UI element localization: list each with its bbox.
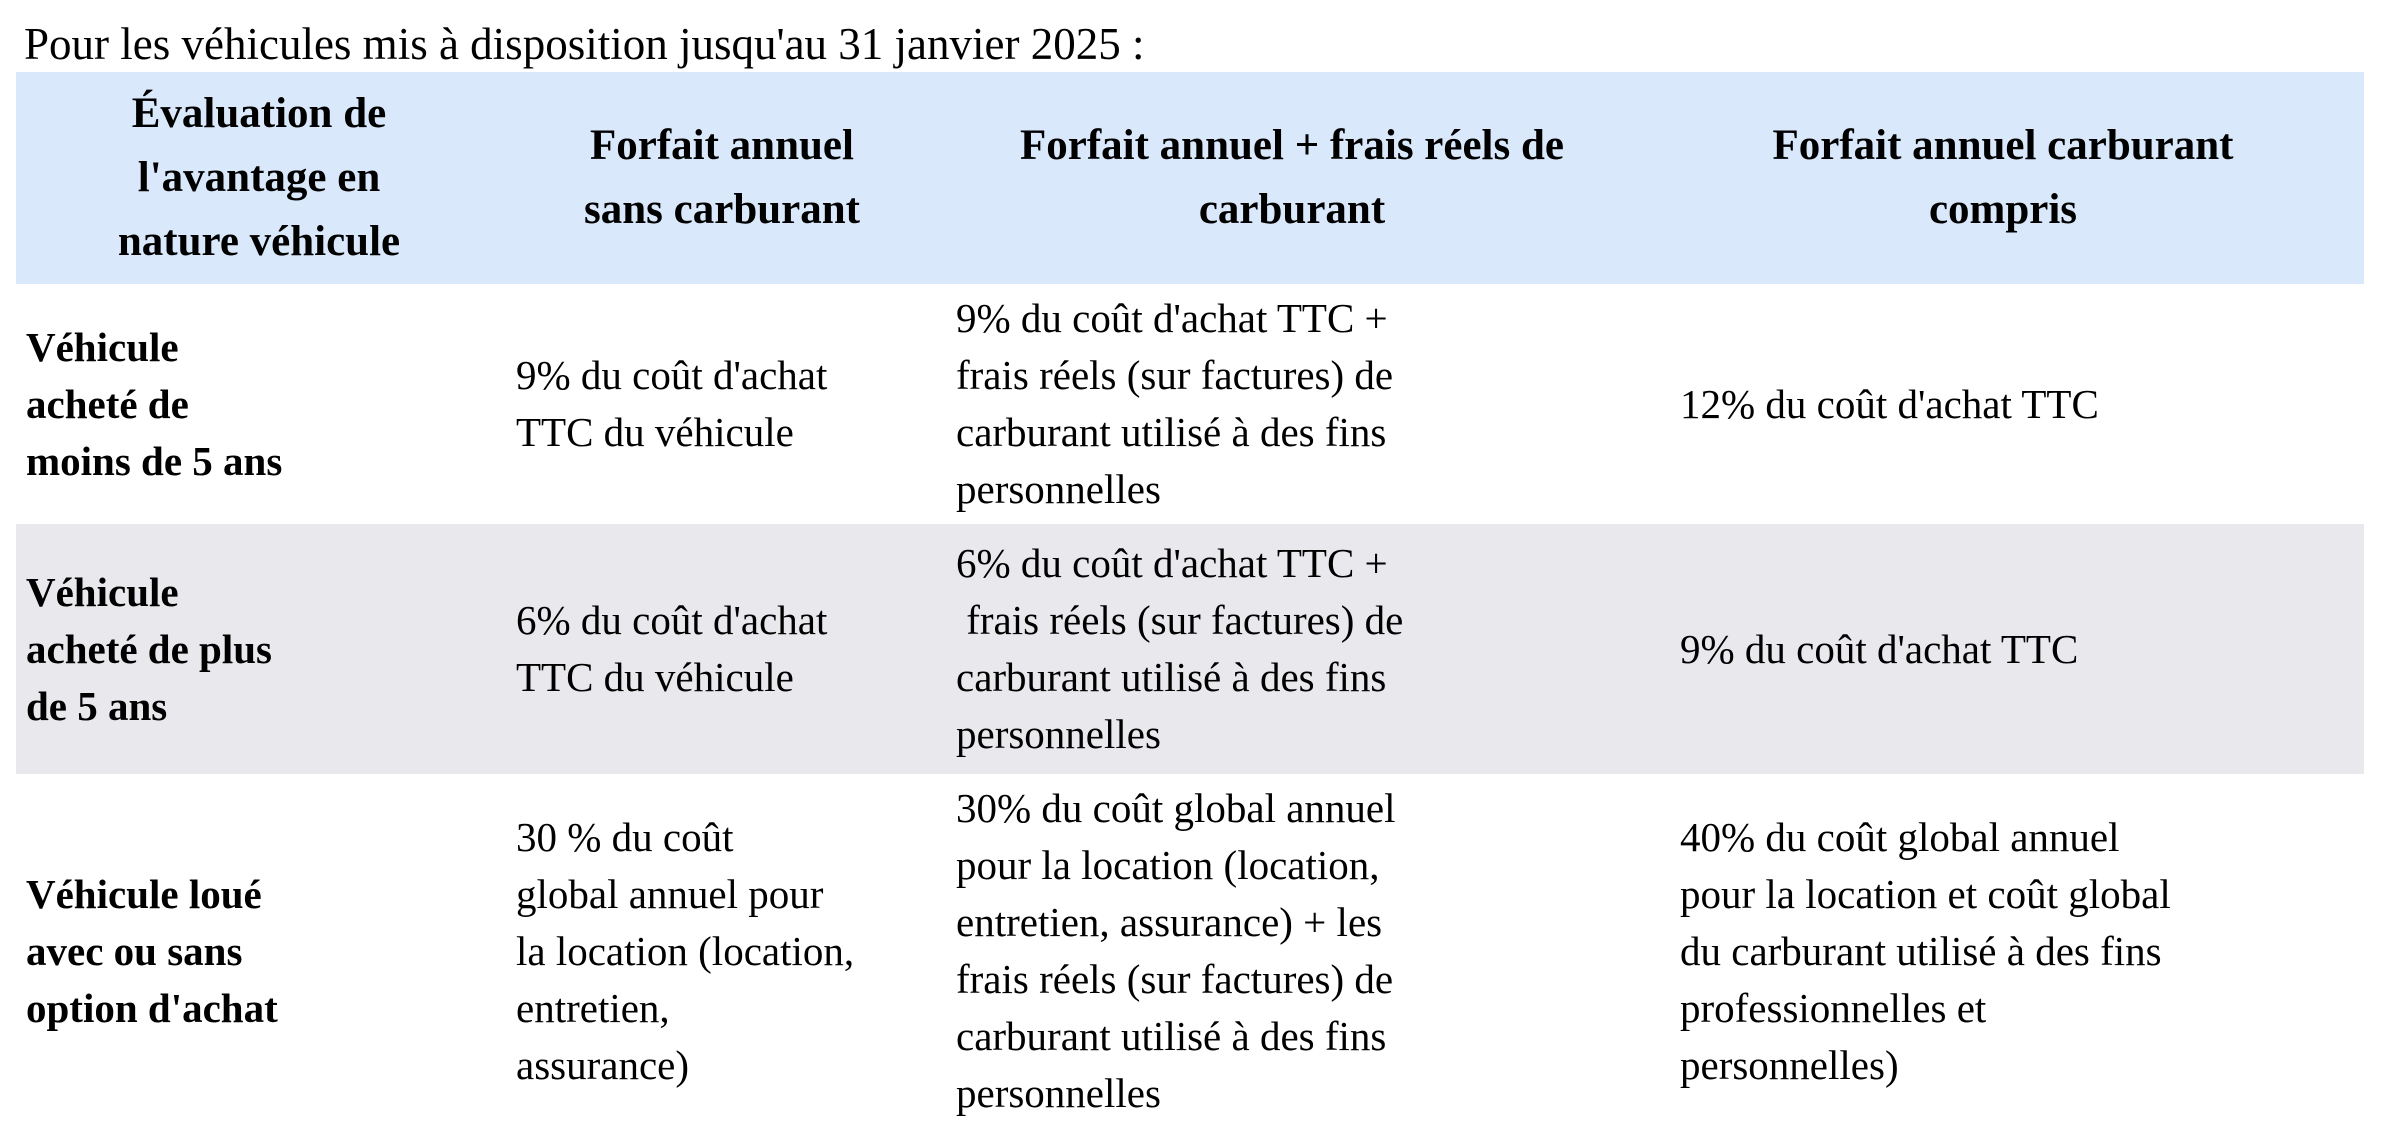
header-evaluation-line: nature véhicule <box>117 218 401 265</box>
cell-line: la location (location, <box>516 927 855 974</box>
cell-line: personnelles) <box>1680 1041 1899 1088</box>
header-sans-carburant <box>502 72 942 284</box>
cell-line: 30% du coût global annuel <box>956 785 1396 831</box>
header-sans-carburant-line: Forfait annuel <box>590 122 854 169</box>
row-label-line: de 5 ans <box>26 682 168 729</box>
header-evaluation <box>16 72 502 284</box>
cell-line: TTC du véhicule <box>516 409 794 455</box>
cell-line: 6% du coût d'achat TTC + <box>956 540 1388 586</box>
cell-line: global annuel pour <box>516 870 824 917</box>
header-evaluation-line: Évaluation de <box>131 90 387 137</box>
cell-line: professionnelles et <box>1680 984 1987 1031</box>
header-frais-reels-line: carburant <box>1198 186 1386 233</box>
cell-line: assurance) <box>516 1041 690 1088</box>
cell-line: personnelles <box>956 711 1161 757</box>
cell-line: 12% du coût d'achat TTC <box>1680 380 2099 427</box>
cell-carburant-compris <box>1642 774 2364 1128</box>
cell-line: carburant utilisé à des fins <box>956 654 1387 700</box>
row-label <box>16 774 502 1128</box>
row-label <box>16 284 502 524</box>
cell-line: entretien, <box>516 984 670 1031</box>
cell-sans-carburant <box>502 524 942 774</box>
header-carburant-compris <box>1642 72 2364 284</box>
cell-frais-reels <box>942 774 1642 1128</box>
header-carburant-compris-line: Forfait annuel carburant <box>1772 122 2234 169</box>
cell-line: personnelles <box>956 466 1161 512</box>
cell-line: 6% du coût d'achat <box>516 597 828 643</box>
row-label-line: Véhicule loué <box>26 870 262 917</box>
row-label-line: avec ou sans <box>26 927 243 974</box>
cell-frais-reels <box>942 524 1642 774</box>
cell-line: TTC du véhicule <box>516 654 794 700</box>
cell-line: 40% du coût global annuel <box>1680 813 2120 860</box>
cell-carburant-compris <box>1642 524 2364 774</box>
row-label-line: acheté de <box>26 380 189 427</box>
cell-line: 9% du coût d'achat TTC <box>1680 625 2079 672</box>
cell-line: frais réels (sur factures) de <box>956 352 1394 398</box>
cell-line: 9% du coût d'achat <box>516 352 828 398</box>
cell-line: entretien, assurance) + les <box>956 899 1383 945</box>
cell-line: pour la location et coût global <box>1680 870 2171 917</box>
row-label-line: moins de 5 ans <box>26 437 283 484</box>
row-label-line: Véhicule <box>26 568 179 615</box>
cell-carburant-compris <box>1642 284 2364 524</box>
cell-line: 9% du coût d'achat TTC + <box>956 295 1388 341</box>
cell-sans-carburant <box>502 284 942 524</box>
table-header-row <box>16 72 2364 284</box>
cell-frais-reels <box>942 284 1642 524</box>
cell-line: du carburant utilisé à des fins <box>1680 927 2162 974</box>
intro-text: Pour les véhicules mis à disposition jusqu'au 31 janvier 2025 : <box>24 19 1145 69</box>
row-label-line: option d'achat <box>26 984 278 1031</box>
cell-line: carburant utilisé à des fins <box>956 1013 1387 1059</box>
avantage-nature-table <box>16 72 2364 1128</box>
cell-sans-carburant <box>502 774 942 1128</box>
cell-line: 30 % du coût <box>516 813 734 860</box>
table-row <box>16 524 2364 774</box>
cell-line: frais réels (sur factures) de <box>956 597 1404 643</box>
cell-line: pour la location (location, <box>956 842 1380 888</box>
table-row <box>16 284 2364 524</box>
header-sans-carburant-line: sans carburant <box>584 186 860 233</box>
row-label <box>16 524 502 774</box>
cell-line: personnelles <box>956 1070 1161 1116</box>
row-label-line: acheté de plus <box>26 625 272 672</box>
cell-line: frais réels (sur factures) de <box>956 956 1394 1002</box>
header-carburant-compris-line: compris <box>1928 186 2078 233</box>
header-frais-reels <box>942 72 1642 284</box>
row-label-line: Véhicule <box>26 323 179 370</box>
table-row <box>16 774 2364 1128</box>
header-evaluation-line: l'avantage en <box>137 154 381 201</box>
header-frais-reels-line: Forfait annuel + frais réels de <box>1020 122 1564 169</box>
cell-line: carburant utilisé à des fins <box>956 409 1387 455</box>
